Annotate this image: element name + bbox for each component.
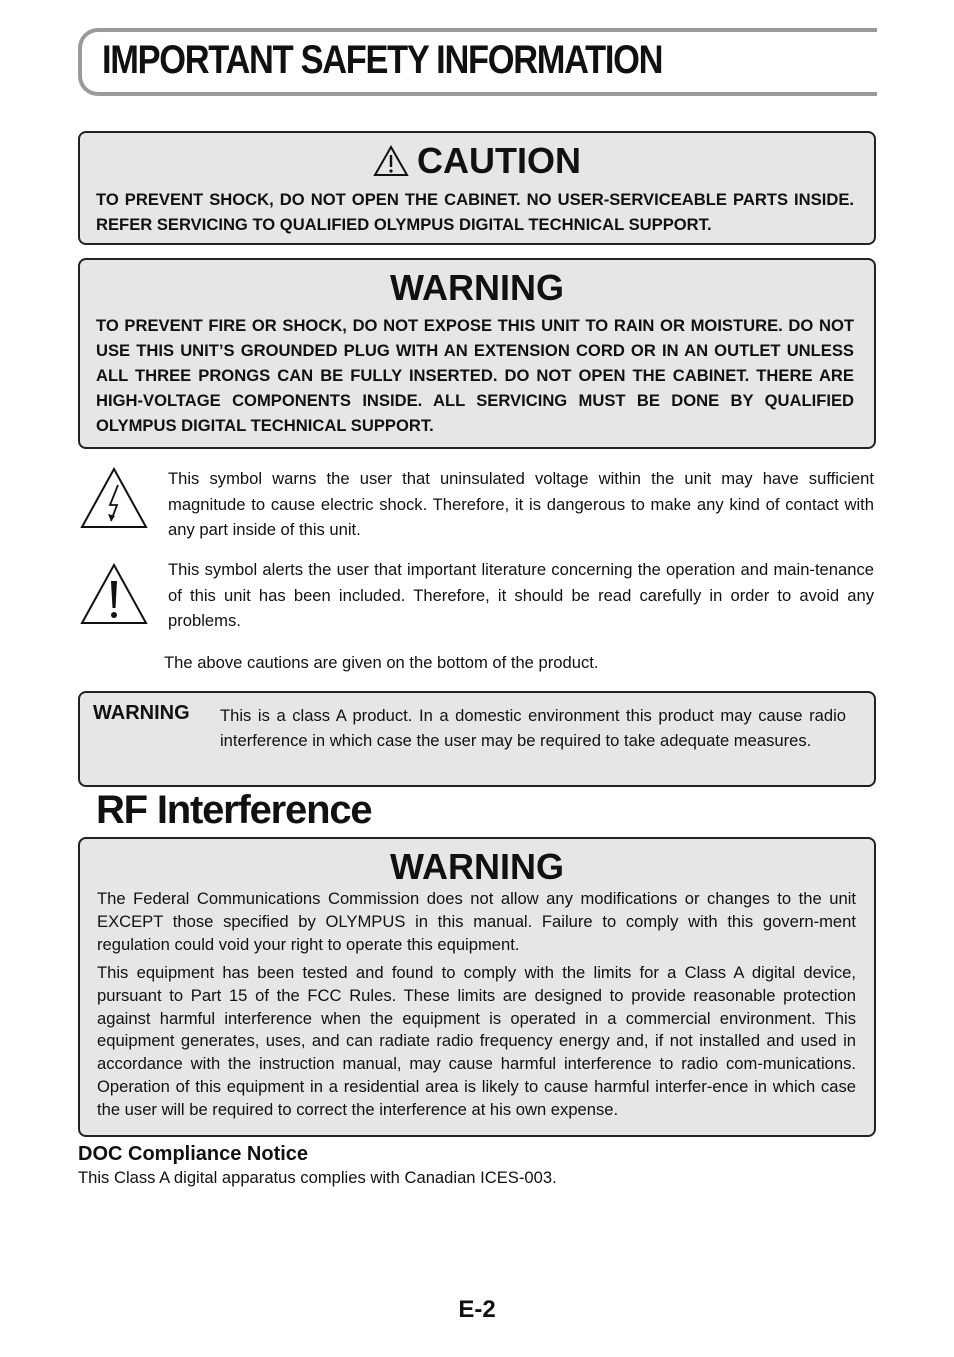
exclamation-triangle-icon [80, 563, 148, 625]
warning-text: TO PREVENT FIRE OR SHOCK, DO NOT EXPOSE THIS UNIT TO RAIN OR MOISTURE. DO NOT USE THIS UNIT’S GROUNDED PLUG WITH AN EXTENSION CORD OR IN AN OUTLET UNLESS ALL THREE PRONGS CAN BE FULLY INSERTED. DO NOT OPEN THE CABINET. THERE ARE HIGH-VOLTAGE COMPONENTS INSIDE. ALL SERVICING MUST BE DONE BY QUALIFIED OLYMPUS DIGITAL TECHNICAL SUPPORT. [96, 316, 854, 435]
symbol-description-electric: This symbol warns the user that uninsulated voltage within the unit may have sufficient magnitude to cause electric shock. Therefore, it is dangerous to make any kind of contact with any part inside of this unit. [168, 469, 874, 539]
caution-heading [80, 141, 874, 181]
class-a-warning-text: This is a class A product. In a domestic environment this product may cause radio interference in which case the user may be required to take adequate measures. [220, 706, 846, 750]
fcc-paragraph: The Federal Communications Commission does not allow any modifications or changes to the unit EXCEPT those specified by OLYMPUS in this manual. Failure to comply with this govern-ment regulation could void your right to operate this equipment. [97, 889, 856, 954]
lightning-triangle-icon [80, 467, 148, 529]
doc-compliance-text: This Class A digital apparatus complies with Canadian ICES-003. [78, 1168, 557, 1187]
fcc-paragraph: This equipment has been tested and found to comply with the limits for a Class A digital device, pursuant to Part 15 of the FCC Rules. These limits are designed to provide reasonable protection against harmful interference when the equipment is operated in a commercial environment. This equipment generates, uses, and can radiate radio frequency energy and, if not installed and used in accordance with the instruction manual, may cause harmful interference to radio com-munications. Operation of this equipment in a residential area is likely to cause harmful interfer-ence in which case the user will be required to correct the interference at his own expense. [97, 963, 856, 1119]
warning-box [78, 258, 876, 449]
caution-text: TO PREVENT SHOCK, DO NOT OPEN THE CABINET. NO USER-SERVICEABLE PARTS INSIDE. REFER SERVICING TO QUALIFIED OLYMPUS DIGITAL TECHNICAL SUPPORT. [96, 190, 854, 234]
class-a-warning-box [78, 691, 876, 787]
caution-box [78, 131, 876, 245]
doc-compliance-title: DOC Compliance Notice [78, 1143, 309, 1165]
caution-heading-text: CAUTION [417, 140, 581, 181]
warning-heading: WARNING [390, 267, 564, 308]
above-note: The above cautions are given on the bottom of the product. [164, 653, 599, 672]
symbol-description-literature: This symbol alerts the user that important literature concerning the operation and main-tenance of this unit has been included. Therefore, it should be read carefully in order to avoid any problems. [168, 560, 874, 630]
rf-interference-heading: RF Interference [96, 788, 372, 832]
fcc-warning-heading: WARNING [390, 846, 564, 887]
page-number: E-2 [458, 1296, 496, 1323]
warning-triangle-icon [373, 145, 409, 177]
page-title: IMPORTANT SAFETY INFORMATION [102, 38, 663, 82]
fcc-warning-box [78, 837, 876, 1137]
class-a-warning-label: WARNING [93, 702, 190, 724]
